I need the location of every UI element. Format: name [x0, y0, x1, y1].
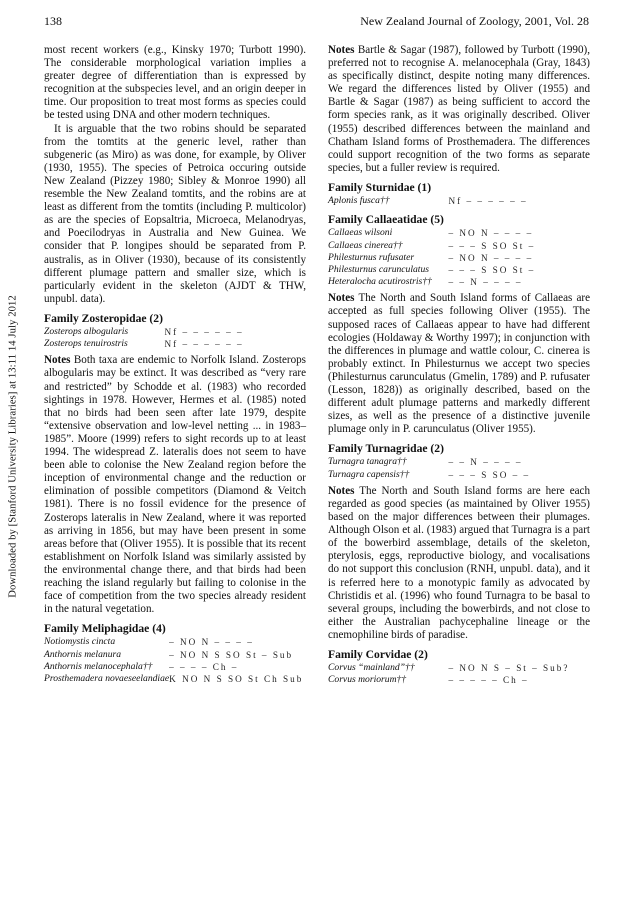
species-row	[44, 326, 306, 338]
species-name: Corvus moriorum††	[328, 674, 407, 686]
notes-text: The North and South Island forms of Callaeas are accepted as full species following Oliver (1955). The supposed races of Callaeas appear to have had different ecologies (Holdaway & Worthy 1997); in conjunction with the differences in plumage and wattle colour, C. cinerea is probably extinct. In Philesturnus we accept two species (Philesturnus carunculatus (Gmelin, 1789) and P. rufusater (Lesson, 1828)) as originally described, based on the different adult plumage patterns and markedly different sizes, as well as the presence of a distinctive juvenile plumage only in P. carunculatus (Oliver 1955).	[328, 292, 590, 436]
species-status: – NO N – – – –	[448, 252, 534, 263]
running-header: New Zealand Journal of Zoology, 2001, Vol. 28	[360, 14, 589, 28]
species-status: K NO N S SO St Ch Sub	[169, 673, 304, 684]
species-name: Callaeas cinerea††	[328, 239, 403, 251]
species-status: – – – S SO St –	[448, 264, 536, 275]
right-column	[328, 44, 590, 691]
species-name: Zosterops albogularis	[44, 325, 129, 337]
species-status: Nf – – – – – –	[448, 196, 528, 207]
species-name: Philesturnus carunculatus	[328, 263, 429, 275]
species-row	[44, 338, 306, 350]
species-name: Heteralocha acutirostris††	[328, 276, 432, 288]
species-name: Aplonis fusca††	[328, 195, 390, 207]
notes-label: Notes	[328, 484, 355, 497]
species-status: Nf – – – – – –	[164, 326, 244, 337]
download-watermark: Downloaded by [Stanford University Libraries] at 13:11 14 July 2012	[7, 295, 19, 598]
species-row	[44, 649, 306, 661]
species-row	[328, 469, 590, 481]
notes-label: Notes	[328, 44, 355, 56]
notes-paragraph	[328, 292, 590, 436]
species-row	[328, 252, 590, 264]
notes-text: Both taxa are endemic to Norfolk Island. Zosterops albogularis may be extinct. It was described as “very rare and restricted” by Schodde et al. (1983) who recorded sightings in 1978. However, Hermes et al. (1985) noted that no birds had been seen after late 1979, despite “extensive observation and low-level netting ... in 1983–1985”. Moore (1999) refers to sight records up to at least 1994. The widespread Z. lateralis does not seem to have been able to colonise the New Zealand region before the inception of environmental change and the reduction or elimination of possible competitors (Diamond & Veitch 1981). There is no fossil evidence for the presence of Zosterops lateralis in New Zealand, where it was reported as arriving in 1856, but may have been present in some areas before that (Oliver 1955). It is possible that its recent establishment on Norfolk Island was similarly assisted by the environmental change there, and that birds had been reaching the island regularly but failing to colonise in the face of competition from the two species already resident in the natural vegetation.	[44, 354, 306, 616]
paragraph: It is arguable that the two robins should be separated from the tomtits at the generic level, rather than subgeneric (as Miro) as was done, for example, by Oliver (1930, 1955). The species of Petroica occuring outside New Zealand (Pizzey 1980; Sibley & Monroe 1990) all resemble the New Zealand tomtits, and the robins are at least as different from the tomtits (including P. multicolor) as are the species of Eopsaltria, Microeca, Melanodryas, and Poecilodryas in Australia and New Guinea. We consider that P. longipes should be separated from P. australis, as in Oliver (1930), because of its consistently different plumage pattern and smaller size, which is particularly evident in the skeleton (AJDT & THW, unpubl. data).	[44, 122, 306, 305]
species-row	[328, 456, 590, 468]
notes-paragraph	[328, 485, 590, 642]
species-status: – – N – – – –	[448, 457, 523, 468]
species-name: Turnagra capensis††	[328, 468, 410, 480]
left-column	[44, 44, 306, 689]
species-status: – – – S SO St –	[448, 240, 536, 251]
species-table	[328, 227, 590, 288]
page-number: 138	[44, 14, 62, 28]
species-row	[328, 674, 590, 686]
species-row	[328, 240, 590, 252]
species-status: Nf – – – – – –	[164, 339, 244, 350]
species-status: – NO N S – St – Sub?	[448, 663, 570, 674]
species-table	[328, 456, 590, 480]
species-name: Anthornis melanura	[44, 648, 122, 660]
species-status: – NO N – – – –	[448, 228, 534, 239]
species-name: Zosterops tenuirostris	[44, 338, 128, 350]
species-status: – – N – – – –	[448, 277, 523, 288]
family-heading: Family Corvidae (2)	[328, 648, 428, 661]
species-row	[44, 661, 306, 673]
species-row	[328, 276, 590, 288]
species-status: – NO N S SO St – Sub	[169, 649, 294, 660]
notes-label: Notes	[44, 354, 71, 367]
species-name: Philesturnus rufusater	[328, 251, 415, 263]
species-name: Turnagra tanagra††	[328, 456, 407, 468]
family-heading: Family Zosteropidae (2)	[44, 311, 163, 325]
notes-paragraph	[44, 354, 306, 616]
species-status: – NO N – – – –	[169, 637, 254, 648]
species-row	[44, 673, 306, 685]
notes-text: Bartle & Sagar (1987), followed by Turbott (1990), preferred not to recognise A. melanocephala (Gray, 1843) as specifically distinct, despite noting many differences. We regard the differences listed by Oliver (1955) and Bartle & Sagar (1987) as being sufficient to accord the form species rank, as it was originally described. Oliver (1955) described differences between the mainland and Chatham Island forms of Prosthemadera. The differences could support recognition of the two forms as separate species, but a fuller review is required.	[328, 44, 590, 174]
species-name: Callaeas wilsoni	[328, 227, 393, 239]
species-row	[328, 662, 590, 674]
family-heading: Family Meliphagidae (4)	[44, 622, 166, 636]
species-name: Anthornis melanocephala††	[44, 660, 153, 672]
species-table	[328, 662, 590, 686]
species-name: Corvus “mainland”††	[328, 662, 415, 674]
species-row	[328, 264, 590, 276]
species-table	[44, 326, 306, 350]
species-status: – – – S SO – –	[448, 469, 531, 480]
notes-label: Notes	[328, 292, 355, 305]
paragraph: most recent workers (e.g., Kinsky 1970; Turbott 1990). The considerable morphological variation implies a greater degree of differentiation than is expressed by recognition at the subspecies level, and an origin deeper in time. Our proposition to treat most forms as species could be tested using DNA and other modern techniques.	[44, 44, 306, 122]
species-row	[328, 195, 590, 207]
species-name: Prosthemadera novaeseelandiae	[44, 672, 170, 684]
species-status: – – – – – Ch –	[448, 675, 529, 686]
species-table	[328, 195, 590, 207]
notes-text: The North and South Island forms are here each regarded as good species (as maintained by Oliver 1955) based on the major differences between their plumages. Although Olson et al. (1983) argued that Turnagra is a part of the bowerbird assemblage, details of the skeleton, pterylosis, eggs, reproductive biology, and vocalisations do not support this conclusion (RNH, unpubl. data), and it is referred here to a monotypic family as advocated by Christidis et al. (1996) who found Turnagra to be basal to several groups, including the bowerbirds, and not close to either the Australian pachycephaline lineage or the cnemophiline birds of paradise.	[328, 484, 591, 641]
species-status: – – – – Ch –	[169, 661, 239, 672]
species-row	[44, 636, 306, 648]
family-heading: Family Turnagridae (2)	[328, 442, 444, 456]
species-table	[44, 636, 306, 685]
family-heading: Family Callaeatidae (5)	[328, 213, 444, 227]
notes-paragraph	[328, 44, 590, 175]
family-heading: Family Sturnidae (1)	[328, 180, 432, 194]
species-row	[328, 227, 590, 239]
species-name: Notiomystis cincta	[44, 636, 116, 648]
